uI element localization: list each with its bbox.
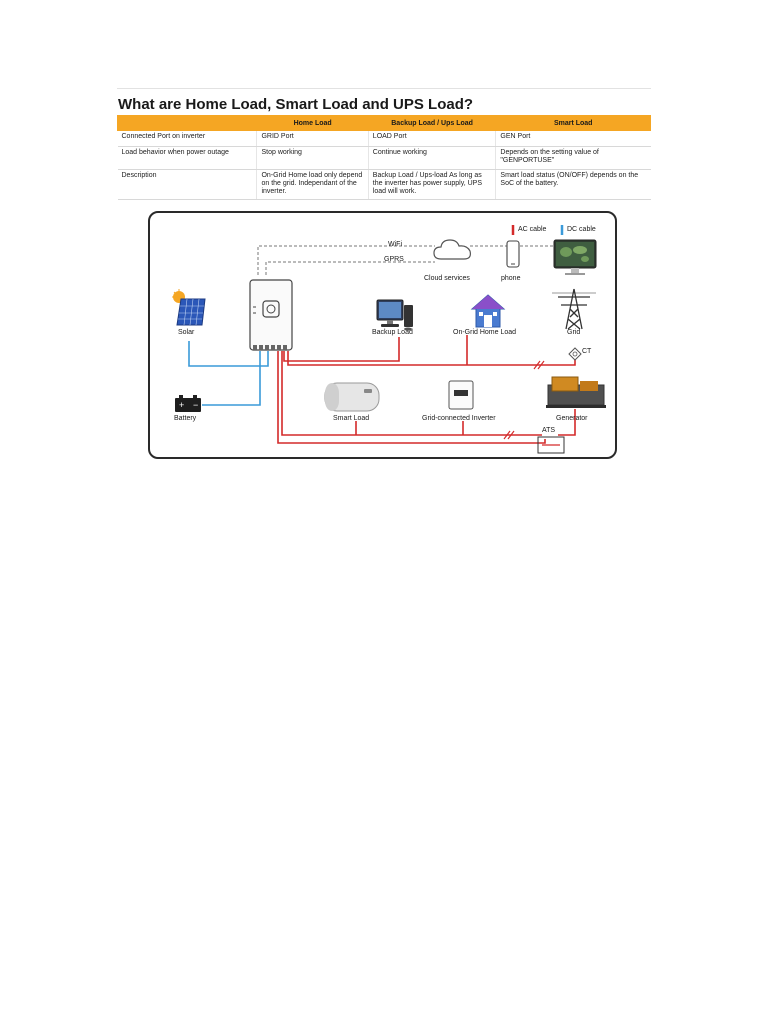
table-header-blank: [118, 116, 257, 131]
top-divider: [117, 88, 651, 89]
table-row: [118, 170, 651, 200]
smart-load-label: Smart Load: [333, 415, 370, 422]
solar-label: Solar: [178, 329, 195, 336]
cell-backup: LOAD Port: [368, 131, 496, 147]
ct-label: CT: [582, 348, 592, 355]
table-header-home-load: Home Load: [257, 116, 368, 131]
wifi-label: WiFi: [388, 241, 402, 248]
legend-dc-label: DC cable: [567, 226, 596, 233]
table-header-smart-load: Smart Load: [496, 116, 651, 131]
cloud-services-label: Cloud services: [424, 275, 470, 282]
table-row: [118, 131, 651, 147]
svg-text:+: +: [179, 400, 185, 410]
svg-text:−: −: [193, 400, 199, 410]
table-header-backup-load: Backup Load / Ups Load: [368, 116, 496, 131]
gprs-label: GPRS: [384, 256, 404, 263]
cell-backup: Continue working: [368, 147, 496, 170]
table-header-row: [118, 116, 651, 131]
table-row: [118, 147, 651, 170]
load-comparison-table: [117, 115, 651, 200]
cell-home: Stop working: [257, 147, 368, 170]
legend-ac-label: AC cable: [518, 226, 547, 233]
generator-label: Generator: [556, 415, 588, 422]
cell-smart: Smart load status (ON/OFF) depends on the SoC of the battery.: [496, 170, 651, 200]
grid-connected-inverter-label: Grid-connected Inverter: [422, 415, 496, 422]
grid-label: Grid: [567, 329, 581, 336]
ats-label: ATS: [542, 427, 556, 434]
cell-home: GRID Port: [257, 131, 368, 147]
cell-smart: Depends on the setting value of "GENPORTUSE": [496, 147, 651, 170]
row-label: Description: [118, 170, 257, 200]
cell-smart: GEN Port: [496, 131, 651, 147]
cell-backup: Backup Load / Ups-load As long as the inverter has power supply, UPS load will work.: [368, 170, 496, 200]
system-wiring-diagram: [148, 211, 617, 459]
backup-load-label: Backup Load: [372, 329, 413, 336]
page-title: What are Home Load, Smart Load and UPS Load?: [118, 96, 474, 113]
battery-label: Battery: [174, 415, 197, 422]
phone-label: phone: [501, 275, 521, 282]
cable-break-marks: [504, 361, 544, 439]
ac-cables: [278, 335, 575, 443]
wiring-lines: [150, 213, 619, 461]
row-label: Load behavior when power outage: [118, 147, 257, 170]
cell-home: On-Grid Home load only depend on the grid. Independant of the inverter.: [257, 170, 368, 200]
on-grid-home-load-label: On-Grid Home Load: [453, 329, 517, 336]
row-label: Connected Port on inverter: [118, 131, 257, 147]
